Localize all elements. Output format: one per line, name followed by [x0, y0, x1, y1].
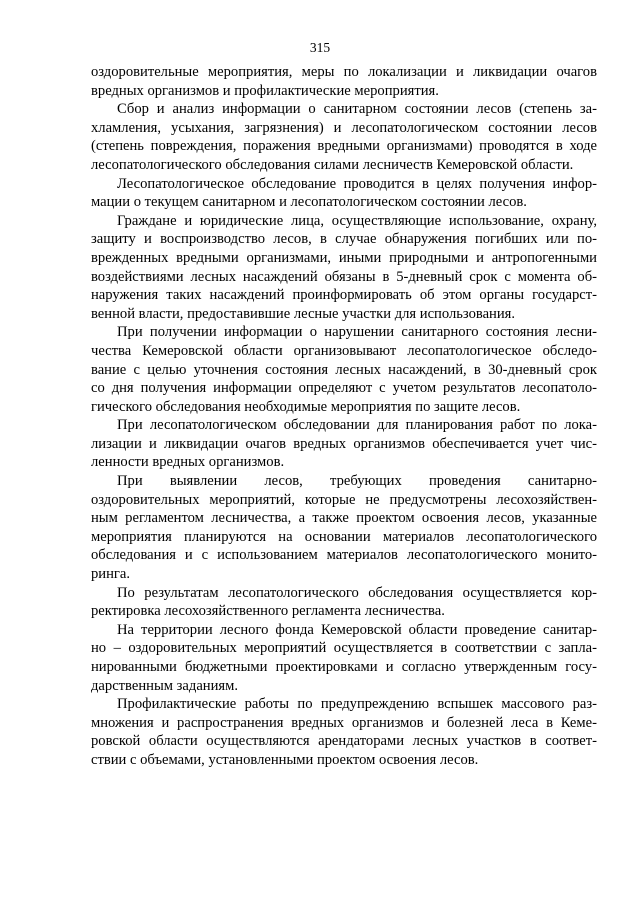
text-line: но – оздоровительных мероприятий осуществляется в соответствии с запла- [91, 640, 597, 657]
text-line: защиту и воспроизводство лесов, в случае обнаружения погибших или по- [91, 231, 597, 248]
text-line: ректировка лесохозяйственного регламента лесничества. [91, 603, 445, 620]
text-line: лизации и ликвидации очагов вредных организмов обеспечивается учет чис- [91, 435, 597, 452]
text-line: При выявлении лесов, требующих проведения санитарно- [117, 473, 597, 490]
text-line: ринга. [91, 566, 131, 583]
text-line: лесопатологического обследования силами лесничеств Кемеровской области. [91, 156, 574, 173]
text-line: гического обследования необходимые мероприятия по защите лесов. [91, 398, 521, 415]
text-line: При лесопатологическом обследовании для планирования работ по лока- [117, 417, 597, 434]
text-line: ным регламентом лесничества, а также проектом освоения лесов, указанные [91, 510, 597, 527]
text-line: мации о текущем санитарном и лесопатологическом состоянии лесов. [91, 194, 527, 211]
text-line: При получении информации о нарушении санитарного состояния лесни- [117, 324, 597, 341]
text-line: воздействиями лесных насаждений обязаны в 5-дневный срок с момента об- [91, 268, 597, 285]
text-line: ленности вредных организмов. [91, 454, 285, 471]
text-line: врежденных вредными организмами, иными природными и антропогенными [91, 249, 597, 266]
text-line: обследования и с использованием материалов лесопатологического монито- [91, 547, 597, 564]
page-number: 315 [309, 40, 331, 55]
text-line: На территории лесного фонда Кемеровской области проведение санитар- [117, 621, 597, 638]
text-line: Граждане и юридические лица, осуществляющие использование, охрану, [117, 212, 597, 229]
text-line: ствии с объемами, установленными проектом освоения лесов. [91, 751, 479, 768]
text-line: со дня получения информации определяют с учетом результатов лесопатоло- [91, 380, 597, 397]
text-line: венной власти, предоставившие лесные участки для использования. [91, 305, 516, 322]
text-line: оздоровительных мероприятий, которые не предусмотрены лесохозяйствен- [91, 491, 597, 508]
text-line: хламления, усыхания, загрязнения) и лесопатологическом состоянии лесов [91, 119, 597, 136]
text-line: Сбор и анализ информации о санитарном состоянии лесов (степень за- [117, 101, 597, 118]
text-line: По результатам лесопатологического обследования осуществляется кор- [117, 584, 597, 601]
text-line: множения и распространения вредных организмов и болезней леса в Кеме- [91, 714, 597, 731]
text-line: вредных организмов и профилактические мероприятия. [91, 82, 439, 99]
text-line: ровской области осуществляются арендаторами лесных участков в соответ- [91, 733, 597, 750]
text-line: вание с целью уточнения состояния лесных насаждений, в 30-дневный срок [91, 361, 597, 378]
text-line: чества Кемеровской области организовывают лесопатологическое обследо- [91, 342, 597, 359]
text-line: нированными бюджетными проектировками и согласно утвержденным госу- [91, 659, 597, 675]
document-body [91, 63, 597, 770]
text-line: Профилактические работы по предупреждению вспышек массового раз- [117, 696, 597, 713]
text-line: мероприятия планируются на основании материалов лесопатологического [91, 528, 597, 545]
text-line: оздоровительные мероприятия, меры по локализации и ликвидации очагов [91, 64, 597, 80]
text-line: наружения таких насаждений проинформировать об этом органы государст- [91, 287, 597, 304]
text-line: дарственным заданиям. [91, 677, 239, 694]
text-line: Лесопатологическое обследование проводится в целях получения инфор- [117, 175, 597, 192]
text-line: (степень повреждения, поражения вредными организмами) проводятся в ходе [91, 138, 597, 155]
